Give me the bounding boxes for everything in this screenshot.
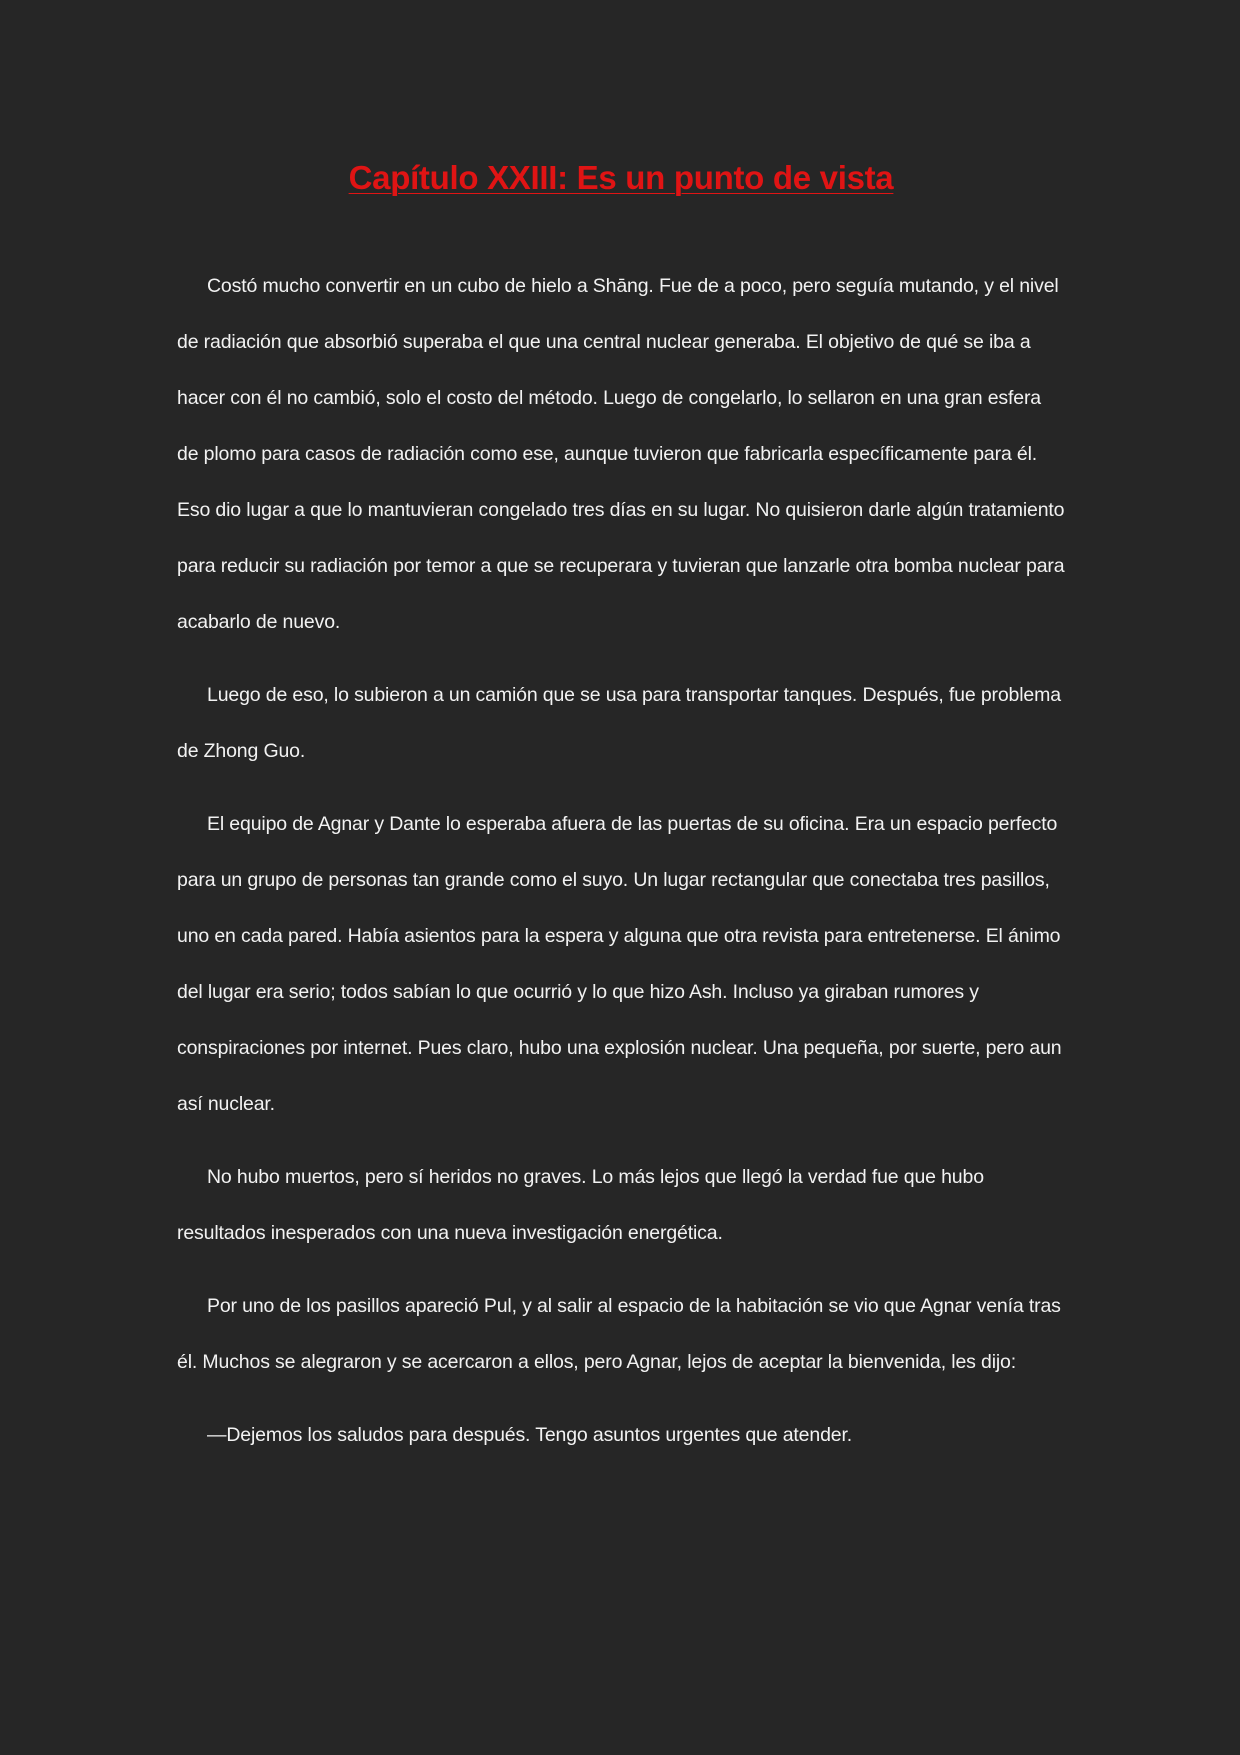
document-page	[177, 150, 1065, 1710]
dialogue-paragraph: —Dejemos los saludos para después. Tengo asuntos urgentes que atender.	[207, 1424, 852, 1446]
chapter-body	[177, 258, 1065, 1463]
paragraph: Por uno de los pasillos apareció Pul, y al salir al espacio de la habitación se vio que Agnar venía tras él. Muchos se alegraron y se acercaron a ellos, pero Agnar, lejos de aceptar la bienvenida, les dijo:	[177, 1295, 1061, 1373]
paragraph: Costó mucho convertir en un cubo de hielo a Shāng. Fue de a poco, pero seguía mutando, y el nivel de radiación que absorbió superaba el que una central nuclear generaba. El objetivo de qué se iba a hacer con él no cambió, solo el costo del método. Luego de congelarlo, lo sellaron en una gran esfera de plomo para casos de radiación como ese, aunque tuvieron que fabricarla específicamente para él. Eso dio lugar a que lo mantuvieran congelado tres días en su lugar. No quisieron darle algún tratamiento para reducir su radiación por temor a que se recuperara y tuvieran que lanzarle otra bomba nuclear para acabarlo de nuevo.	[177, 275, 1065, 633]
paragraph: El equipo de Agnar y Dante lo esperaba afuera de las puertas de su oficina. Era un espacio perfecto para un grupo de personas tan grande como el suyo. Un lugar rectangular que conectaba tres pasillos, uno en cada pared. Había asientos para la espera y alguna que otra revista para entretenerse. El ánimo del lugar era serio; todos sabían lo que ocurrió y lo que hizo Ash. Incluso ya giraban rumores y conspiraciones por internet. Pues claro, hubo una explosión nuclear. Una pequeña, por suerte, pero aun así nuclear.	[177, 813, 1062, 1115]
chapter-title: Capítulo XXIII: Es un punto de vista	[348, 159, 894, 196]
paragraph: No hubo muertos, pero sí heridos no graves. Lo más lejos que llegó la verdad fue que hubo resultados inesperados con una nueva investigación energética.	[177, 1166, 984, 1244]
paragraph: Luego de eso, lo subieron a un camión que se usa para transportar tanques. Después, fue problema de Zhong Guo.	[177, 684, 1061, 762]
